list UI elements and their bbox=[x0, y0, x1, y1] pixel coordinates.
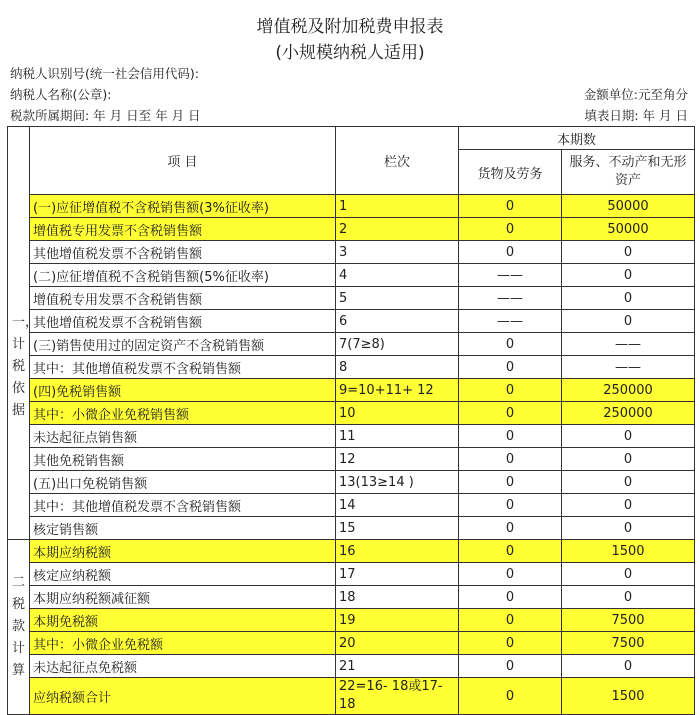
table-row bbox=[8, 540, 695, 563]
services-value-cell: 0 bbox=[562, 264, 695, 287]
line-number-cell: 14 bbox=[336, 494, 459, 517]
column-header-item: 项 目 bbox=[30, 127, 336, 195]
line-number-cell: 2 bbox=[336, 218, 459, 241]
table-row bbox=[8, 195, 695, 218]
services-value-cell: 1500 bbox=[562, 540, 695, 563]
goods-value-cell: 0 bbox=[459, 655, 562, 678]
services-value-cell: 0 bbox=[562, 586, 695, 609]
item-cell: (三)销售使用过的固定资产不含税销售额 bbox=[30, 333, 336, 356]
goods-value-cell: 0 bbox=[459, 540, 562, 563]
services-value-cell: —— bbox=[562, 356, 695, 379]
services-value-cell: 0 bbox=[562, 310, 695, 333]
item-cell: 未达起征点免税额 bbox=[30, 655, 336, 678]
goods-value-cell: —— bbox=[459, 310, 562, 333]
line-number-cell: 22=16- 18或17-18 bbox=[336, 678, 459, 715]
line-number-cell: 5 bbox=[336, 287, 459, 310]
goods-value-cell: —— bbox=[459, 287, 562, 310]
section-tax-calc-label: 二税款计算 bbox=[8, 540, 30, 715]
services-value-cell: 1500 bbox=[562, 678, 695, 715]
table-row bbox=[8, 609, 695, 632]
services-value-cell: 50000 bbox=[562, 218, 695, 241]
column-header-services: 服务、不动产和无形资产 bbox=[562, 150, 695, 195]
goods-value-cell: —— bbox=[459, 264, 562, 287]
services-value-cell: 7500 bbox=[562, 609, 695, 632]
services-value-cell: 0 bbox=[562, 655, 695, 678]
services-value-cell: 0 bbox=[562, 425, 695, 448]
table-row bbox=[8, 678, 695, 715]
services-value-cell: 250000 bbox=[562, 402, 695, 425]
item-cell: 核定应纳税额 bbox=[30, 563, 336, 586]
form-subtitle: (小规模纳税人适用) bbox=[275, 43, 425, 63]
amount-unit: 金额单位:元至角分 bbox=[583, 87, 688, 102]
table-row bbox=[8, 563, 695, 586]
item-cell: 本期应纳税额 bbox=[30, 540, 336, 563]
services-value-cell: 0 bbox=[562, 517, 695, 540]
table-row bbox=[8, 356, 695, 379]
table-row bbox=[8, 379, 695, 402]
line-number-cell: 16 bbox=[336, 540, 459, 563]
item-cell: (一)应征增值税不含税销售额(3%征收率) bbox=[30, 195, 336, 218]
services-value-cell: 0 bbox=[562, 494, 695, 517]
line-number-cell: 17 bbox=[336, 563, 459, 586]
line-number-cell: 9=10+11+ 12 bbox=[336, 379, 459, 402]
table-row bbox=[8, 425, 695, 448]
line-number-cell: 3 bbox=[336, 241, 459, 264]
declaration-table bbox=[7, 126, 695, 715]
goods-value-cell: 0 bbox=[459, 402, 562, 425]
table-row bbox=[8, 241, 695, 264]
item-cell: 其中：其他增值税发票不含税销售额 bbox=[30, 356, 336, 379]
line-number-cell: 18 bbox=[336, 586, 459, 609]
goods-value-cell: 0 bbox=[459, 448, 562, 471]
services-value-cell: 0 bbox=[562, 563, 695, 586]
table-row bbox=[8, 632, 695, 655]
item-cell: (四)免税销售额 bbox=[30, 379, 336, 402]
item-cell: 其中：小微企业免税销售额 bbox=[30, 402, 336, 425]
goods-value-cell: 0 bbox=[459, 563, 562, 586]
services-value-cell: 50000 bbox=[562, 195, 695, 218]
goods-value-cell: 0 bbox=[459, 494, 562, 517]
table-row bbox=[8, 494, 695, 517]
table-row bbox=[8, 287, 695, 310]
table-row bbox=[8, 448, 695, 471]
line-number-cell: 8 bbox=[336, 356, 459, 379]
item-cell: (二)应征增值税不含税销售额(5%征收率) bbox=[30, 264, 336, 287]
line-number-cell: 20 bbox=[336, 632, 459, 655]
line-number-cell: 21 bbox=[336, 655, 459, 678]
item-cell: 应纳税额合计 bbox=[30, 678, 336, 715]
form-title: 增值税及附加税费申报表 bbox=[256, 17, 444, 37]
services-value-cell: —— bbox=[562, 333, 695, 356]
goods-value-cell: 0 bbox=[459, 471, 562, 494]
item-cell: 其他增值税发票不含税销售额 bbox=[30, 310, 336, 333]
taxpayer-name-label: 纳税人名称(公章): bbox=[10, 87, 112, 102]
goods-value-cell: 0 bbox=[459, 333, 562, 356]
item-cell: 增值税专用发票不含税销售额 bbox=[30, 218, 336, 241]
goods-value-cell: 0 bbox=[459, 379, 562, 402]
line-number-cell: 1 bbox=[336, 195, 459, 218]
line-number-cell: 13(13≥14 ) bbox=[336, 471, 459, 494]
line-number-cell: 15 bbox=[336, 517, 459, 540]
line-number-cell: 4 bbox=[336, 264, 459, 287]
table-row bbox=[8, 264, 695, 287]
goods-value-cell: 0 bbox=[459, 195, 562, 218]
table-row bbox=[8, 586, 695, 609]
item-cell: 本期免税额 bbox=[30, 609, 336, 632]
table-row bbox=[8, 310, 695, 333]
item-cell: 其中：小微企业免税额 bbox=[30, 632, 336, 655]
table-row bbox=[8, 218, 695, 241]
table-row bbox=[8, 333, 695, 356]
item-cell: 核定销售额 bbox=[30, 517, 336, 540]
table-row bbox=[8, 655, 695, 678]
goods-value-cell: 0 bbox=[459, 218, 562, 241]
item-cell: 其他免税销售额 bbox=[30, 448, 336, 471]
goods-value-cell: 0 bbox=[459, 425, 562, 448]
period-label: 税款所属期间: 年 月 日至 年 月 日 bbox=[10, 108, 201, 123]
services-value-cell: 0 bbox=[562, 241, 695, 264]
column-header-goods: 货物及劳务 bbox=[459, 150, 562, 195]
item-cell: 未达起征点销售额 bbox=[30, 425, 336, 448]
line-number-cell: 6 bbox=[336, 310, 459, 333]
table-row bbox=[8, 402, 695, 425]
fill-date-label: 填表日期: 年 月 日 bbox=[584, 108, 688, 123]
line-number-cell: 11 bbox=[336, 425, 459, 448]
goods-value-cell: 0 bbox=[459, 356, 562, 379]
services-value-cell: 0 bbox=[562, 287, 695, 310]
goods-value-cell: 0 bbox=[459, 609, 562, 632]
goods-value-cell: 0 bbox=[459, 517, 562, 540]
column-header-lineno: 栏次 bbox=[336, 127, 459, 195]
goods-value-cell: 0 bbox=[459, 632, 562, 655]
item-cell: (五)出口免税销售额 bbox=[30, 471, 336, 494]
services-value-cell: 7500 bbox=[562, 632, 695, 655]
services-value-cell: 0 bbox=[562, 471, 695, 494]
column-header-current: 本期数 bbox=[459, 127, 695, 150]
line-number-cell: 19 bbox=[336, 609, 459, 632]
services-value-cell: 250000 bbox=[562, 379, 695, 402]
goods-value-cell: 0 bbox=[459, 678, 562, 715]
item-cell: 增值税专用发票不含税销售额 bbox=[30, 287, 336, 310]
section-basis-label: 一，计税依据 bbox=[8, 195, 30, 540]
line-number-cell: 10 bbox=[336, 402, 459, 425]
table-row bbox=[8, 471, 695, 494]
services-value-cell: 0 bbox=[562, 448, 695, 471]
table-row bbox=[8, 517, 695, 540]
goods-value-cell: 0 bbox=[459, 241, 562, 264]
taxpayer-id-label: 纳税人识别号(统一社会信用代码): bbox=[10, 66, 199, 81]
header-blank bbox=[8, 127, 30, 195]
goods-value-cell: 0 bbox=[459, 586, 562, 609]
item-cell: 其他增值税发票不含税销售额 bbox=[30, 241, 336, 264]
line-number-cell: 12 bbox=[336, 448, 459, 471]
item-cell: 其中：其他增值税发票不含税销售额 bbox=[30, 494, 336, 517]
item-cell: 本期应纳税额减征额 bbox=[30, 586, 336, 609]
line-number-cell: 7(7≥8) bbox=[336, 333, 459, 356]
